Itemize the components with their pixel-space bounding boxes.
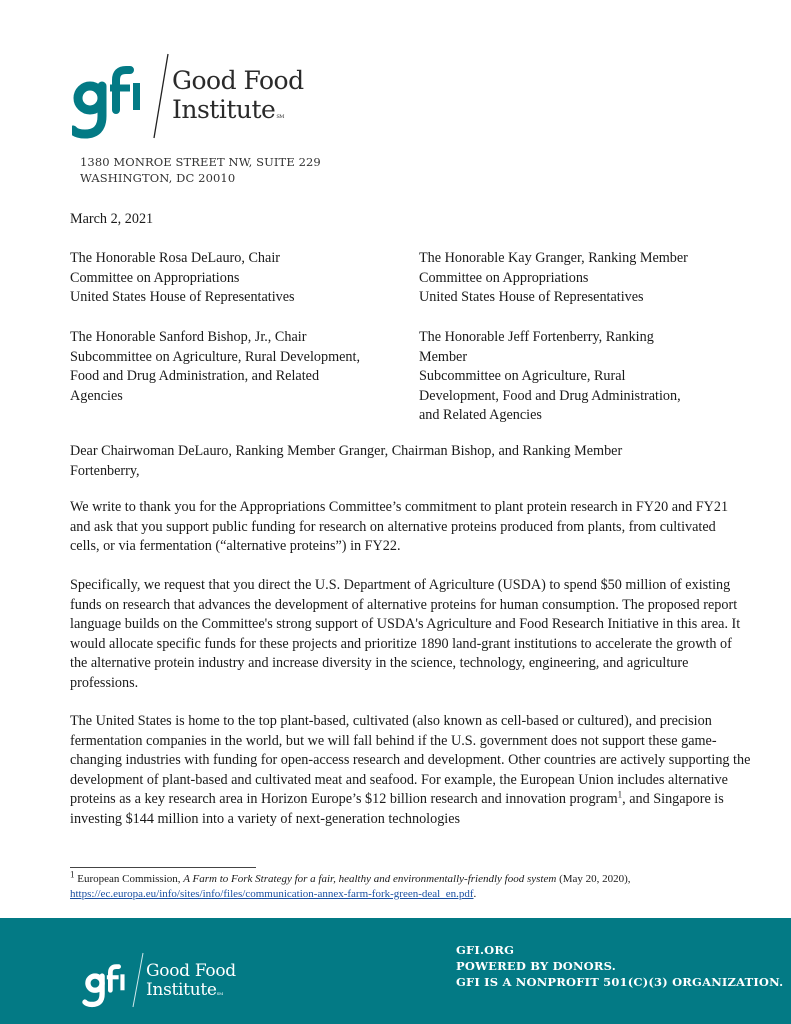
gfi-logo-mark-icon	[80, 956, 136, 1008]
service-mark: SM	[276, 114, 284, 120]
footer-logo-wordmark: Good Food InstituteSM	[146, 961, 236, 1000]
gfi-logo	[72, 52, 312, 142]
letter-date: March 2, 2021	[70, 211, 154, 227]
paragraph-3: The United States is home to the top plant-based, cultivated (also known as cell-based or cultured), and precision fermentation companies in the world, but we will fall behind if the U.S. government does not support these game-changing industries with funding for open-access research and development. Other countries are actively supporting the development of plant-based and cultivated meat and seafood. For example, the European Union includes alternative proteins as a key research area in Horizon Europe’s $12 billion research and innovation program$^1$, and Singapore is investing $144 million into a variety of next-generation technologies	[70, 713, 751, 827]
footnote-divider	[70, 867, 256, 868]
footer-info	[456, 942, 783, 990]
paragraph-2: Specifically, we request that you direct the U.S. Department of Agriculture (USDA) to spend $50 million of existing funds on research that advances the development of alternative proteins for human consumption. The proposed report language builds on the Committee's strong support of USDA's Agriculture and Food Research Initiative in this area. It would allocate specific funds for these projects and prioritize 1890 land-grant institutions to accelerate the growth of the alternative protein industry and increase diversity in the science, technology, engineering, and agriculture professions.	[70, 577, 741, 691]
footer-website[interactable]: GFI.ORG	[456, 943, 515, 957]
letterhead-address: 1380 MONROE STREET NW, SUITE 229 WASHINGTON, DC 20010	[80, 155, 321, 185]
footer-gfi-logo	[80, 956, 250, 1016]
footer-band	[0, 918, 791, 1024]
recipient-granger: The Honorable Kay Granger, Ranking Member Committee on Appropriations United States House of Representatives	[419, 250, 688, 305]
recipient-bishop: The Honorable Sanford Bishop, Jr., Chair Subcommittee on Agriculture, Rural Development, Food and Drug Administration, and Related Agencies	[70, 329, 360, 404]
logo-wordmark: Good Food InstituteSM	[172, 66, 304, 124]
salutation: Dear Chairwoman DeLauro, Ranking Member Granger, Chairman Bishop, and Ranking Member Fortenberry,	[70, 443, 623, 479]
footer-tagline: POWERED BY DONORS.	[456, 959, 616, 973]
recipient-fortenberry: The Honorable Jeff Fortenberry, Ranking Member Subcommittee on Agriculture, Rural Development, Food and Drug Administration, and Related Agencies	[419, 329, 681, 423]
logo-divider-slash	[132, 952, 144, 1008]
footnote-1: $^1$ European Commission, A Farm to Fork Strategy for a fair, healthy and environmentally-friendly food system (May 20, 2020), https://ec.europa.eu/info/sites/info/files/communication-annex-farm-fork-green-deal_en.pdf.	[70, 869, 631, 900]
footer-status: GFI IS A NONPROFIT 501(C)(3) ORGANIZATION.	[456, 975, 784, 989]
paragraph-1: We write to thank you for the Appropriations Committee’s commitment to plant protein research in FY20 and FY21 and ask that you support public funding for research on alternative proteins produced from plants, from cultivated cells, or via fermentation (“alternative proteins”) in FY22.	[70, 499, 729, 554]
logo-divider-slash	[152, 52, 170, 142]
footnote-link[interactable]: https://ec.europa.eu/info/sites/info/files/communication-annex-farm-fork-green-deal_en.pdf	[70, 888, 474, 900]
footnote-reference[interactable]: 1	[617, 789, 623, 800]
gfi-logo-mark-icon	[72, 52, 152, 140]
recipient-delauro: The Honorable Rosa DeLauro, Chair Committee on Appropriations United States House of Representatives	[70, 250, 295, 305]
